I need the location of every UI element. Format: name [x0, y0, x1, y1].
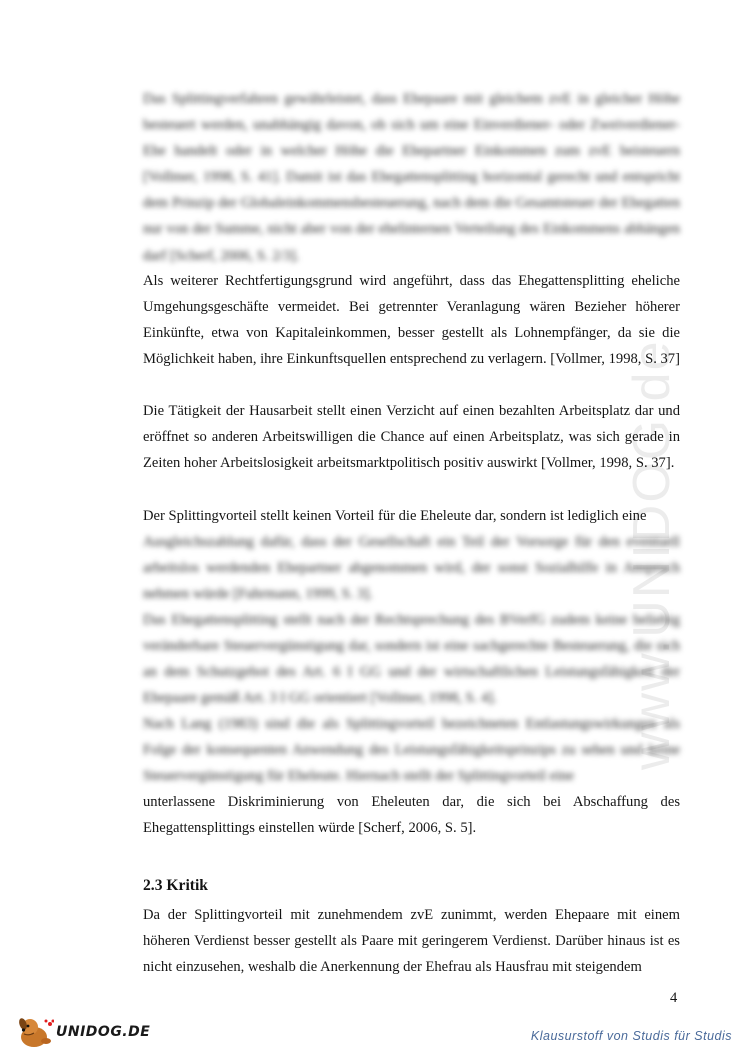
logo-text: UNIDOG.DE — [56, 1024, 151, 1040]
paragraph-blurred-6: Nach Lang (1983) sind die als Splittingvorteil bezeichneten Entlastungswirkungen als Folge der konsequenten Anwendung des Leistungsfähigkeitsprinzips zu sehen und keine Steuervergünstigung für Eheleute. Hiernach stellt der Splittingvorteil eine — [143, 716, 680, 785]
footer-tagline: Klausurstoff von Studis für Studis — [530, 1029, 732, 1043]
paragraph-3: Die Tätigkeit der Hausarbeit stellt einen Verzicht auf einen bezahlten Arbeitsplatz dar und eröffnet so anderen Arbeitswilligen die Chance auf einen Arbeitsplatz, was sich gerade in Zeiten hoher Arbeitslosigkeit arbeitsmarktpolitisch positiv auswirkt [Vollmer, 1998, S. 37]. — [143, 403, 680, 472]
page-number: 4 — [670, 990, 678, 1006]
paragraph-2: Als weiterer Rechtfertigungsgrund wird angeführt, dass das Ehegattensplitting eheliche Umgehungsgeschäfte vermeidet. Bei getrennter Veranlagung wären Bezieher höherer Einkünfte, etwa von Kapitaleinkommen, besser gestellt als Lohnempfänger, da sie die Möglichkeit haben, ihre Einkunftsquellen entsprechend zu verlagern. [Vollmer, 1998, S. 37] — [143, 273, 680, 368]
dog-mascot-icon — [14, 1015, 54, 1049]
paragraph-6-conclusion: unterlassene Diskriminierung von Eheleuten dar, die sich bei Abschaffung des Ehegattensplittings einstellen würde [Scherf, 2006, S. 5]. — [143, 794, 680, 837]
section-heading: 2.3 Kritik — [143, 877, 208, 894]
paragraph-7: Da der Splittingvorteil mit zunehmendem zvE zunimmt, werden Ehepaare mit einem höheren Verdienst besser gestellt als Paare mit geringerem Verdienst. Darüber hinaus ist es nicht einzusehen, weshalb die Anerkennung der Ehefrau als Hausfrau mit steigendem — [143, 907, 680, 976]
paragraph-blurred-4: Ausgleichszahlung dafür, dass der Gesellschaft ein Teil der Vorsorge für den eventuell arbeitslos werdenden Ehepartner abgenommen wird, der sonst Sozialhilfe in Anspruch nehmen würde [Fuhrmann, 1999, S. 3]. — [143, 534, 680, 603]
unidog-logo — [14, 1015, 150, 1049]
paragraph-4-intro: Der Splittingvorteil stellt keinen Vorteil für die Eheleute dar, sondern ist lediglich eine — [143, 508, 647, 524]
paragraph-blurred-1: Das Splittingverfahren gewährleistet, dass Ehepaare mit gleichem zvE in gleicher Höhe besteuert werden, unabhängig davon, ob sich um eine Einverdiener- oder Zweiverdiener-Ehe handelt oder in welcher Höhe die Ehepartner Einkommen zum zvE beisteuern [Vollmer, 1998, S. 41]. Damit ist das Ehegattensplitting horizontal gerecht und entspricht dem Prinzip der Globaleinkommensbesteuerung, nach dem die Gesamtsteuer der Ehegatten nur von der Summe, nicht aber von der ehelinternen Verteilung des Einkommens abhängen darf [Scherf, 2006, S. 2/3]. — [143, 91, 680, 264]
paragraph-blurred-5: Das Ehegattensplitting stellt nach der Rechtsprechung des BVerfG zudem keine beliebig veränderbare Steuervergünstigung dar, sondern ist eine sachgerechte Besteuerung, die sich an dem Schutzgebot des Art. 6 I GG und der wirtschaftlichen Leistungsfähigkeit der Ehepaare gemäß Art. 3 I GG orientiert [Vollmer, 1998, S. 4]. — [143, 612, 680, 707]
watermark: www.UNIDOG.de — [623, 339, 681, 770]
